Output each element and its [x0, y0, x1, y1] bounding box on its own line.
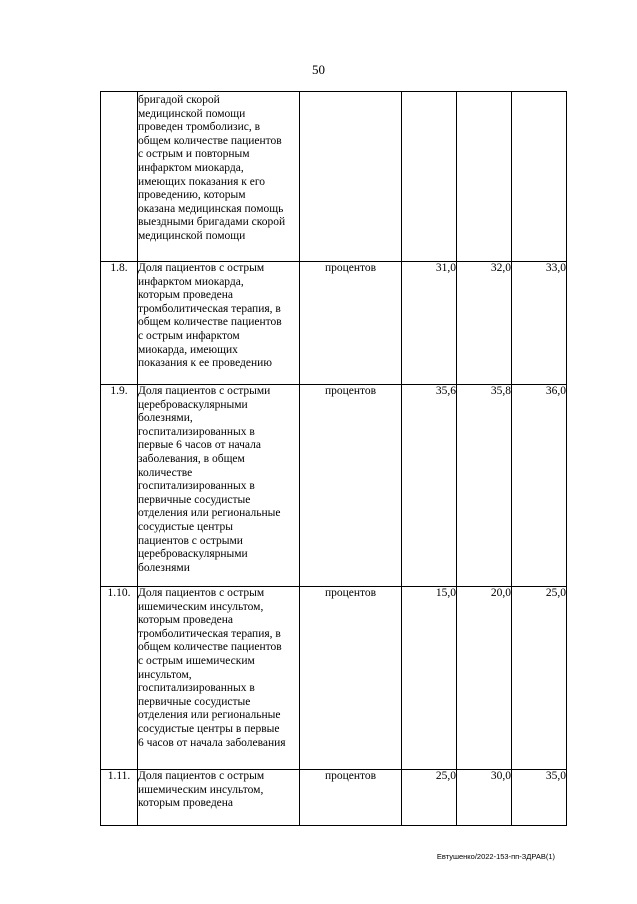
- value-cell-v1: 35,6: [402, 385, 457, 587]
- description-line: первые 6 часов от начала: [138, 439, 261, 452]
- description-line: первичные сосудистые: [138, 695, 251, 708]
- description-line: проведен тромболизис, в: [138, 121, 261, 134]
- value-cell-v2: 20,0: [457, 587, 512, 770]
- description-line: болезнями,: [138, 412, 193, 425]
- description-line: выездными бригадами скорой: [138, 216, 286, 229]
- description-line: госпитализированных в: [138, 480, 255, 493]
- value-cell-v2: [457, 92, 512, 262]
- description-line: Доля пациентов с острым: [138, 587, 265, 599]
- description-line: общем количестве пациентов: [138, 316, 282, 329]
- description-line: имеющих показания к его: [138, 175, 266, 188]
- description-line: бригадой скорой: [138, 94, 220, 106]
- description-line: ишемическим инсультом,: [138, 600, 264, 613]
- description-line: болезнями: [138, 561, 190, 574]
- document-code: Евтушенко/2022-153-пп-ЗДРАВ(1): [436, 852, 555, 861]
- description-line: оказана медицинская помощь: [138, 202, 284, 215]
- description-line: цереброваскулярными: [138, 398, 248, 411]
- row-number-cell: 1.11.: [101, 770, 138, 826]
- description-line: инфарктом миокарда,: [138, 161, 244, 174]
- indicator-description-cell: [138, 770, 300, 826]
- description-line: отделения или региональные: [138, 709, 281, 722]
- unit-cell: процентов: [300, 262, 402, 385]
- value-cell-v2: 30,0: [457, 770, 512, 826]
- description-line: сосудистые центры в первые: [138, 722, 280, 735]
- value-cell-v3: 36,0: [512, 385, 567, 587]
- description-line: количестве: [138, 466, 193, 479]
- description-line: Доля пациентов с острым: [138, 770, 265, 782]
- table-row: [101, 385, 567, 587]
- description-line: сосудистые центры: [138, 520, 234, 533]
- table-row: [101, 770, 567, 826]
- table-row: [101, 262, 567, 385]
- unit-cell: процентов: [300, 385, 402, 587]
- description-line: тромболитическая терапия, в: [138, 627, 281, 640]
- description-line: Доля пациентов с острым: [138, 262, 265, 274]
- value-cell-v3: 25,0: [512, 587, 567, 770]
- description-line: миокарда, имеющих: [138, 343, 238, 356]
- unit-cell: процентов: [300, 770, 402, 826]
- value-cell-v1: 25,0: [402, 770, 457, 826]
- table-row: [101, 587, 567, 770]
- description-line: медицинской помощи: [138, 107, 246, 120]
- value-cell-v3: 33,0: [512, 262, 567, 385]
- description-line: с острым ишемическим: [138, 654, 255, 667]
- description-line: показания к ее проведению: [138, 357, 272, 370]
- description-line: с острым и повторным: [138, 148, 250, 161]
- table-row: [101, 92, 567, 262]
- row-number-cell: 1.9.: [101, 385, 138, 587]
- description-line: первичные сосудистые: [138, 493, 251, 506]
- unit-cell: [300, 92, 402, 262]
- description-line: медицинской помощи: [138, 229, 246, 242]
- value-cell-v3: 35,0: [512, 770, 567, 826]
- table-body: [101, 92, 567, 826]
- indicator-description-cell: [138, 587, 300, 770]
- value-cell-v1: 31,0: [402, 262, 457, 385]
- indicator-description-cell: [138, 92, 300, 262]
- row-number-cell: [101, 92, 138, 262]
- value-cell-v1: 15,0: [402, 587, 457, 770]
- description-line: с острым инфарктом: [138, 329, 240, 342]
- description-line: общем количестве пациентов: [138, 641, 282, 654]
- description-line: заболевания, в общем: [138, 452, 245, 465]
- description-line: которым проведена: [138, 797, 234, 810]
- unit-cell: процентов: [300, 587, 402, 770]
- description-line: которым проведена: [138, 614, 234, 627]
- description-line: общем количестве пациентов: [138, 134, 282, 147]
- description-line: цереброваскулярными: [138, 548, 248, 561]
- description-line: госпитализированных в: [138, 425, 255, 438]
- value-cell-v2: 32,0: [457, 262, 512, 385]
- row-number-cell: 1.8.: [101, 262, 138, 385]
- description-line: инфарктом миокарда,: [138, 275, 244, 288]
- indicator-description-cell: [138, 262, 300, 385]
- value-cell-v1: [402, 92, 457, 262]
- description-line: ишемическим инсультом,: [138, 783, 264, 796]
- description-line: тромболитическая терапия, в: [138, 302, 281, 315]
- description-line: пациентов с острыми: [138, 534, 243, 547]
- value-cell-v2: 35,8: [457, 385, 512, 587]
- description-line: проведению, которым: [138, 189, 246, 202]
- description-line: Доля пациентов с острыми: [138, 385, 271, 397]
- description-line: отделения или региональные: [138, 507, 281, 520]
- indicators-table: [100, 91, 567, 826]
- description-line: 6 часов от начала заболевания: [138, 736, 286, 749]
- indicator-description-cell: [138, 385, 300, 587]
- row-number-cell: 1.10.: [101, 587, 138, 770]
- description-line: госпитализированных в: [138, 682, 255, 695]
- value-cell-v3: [512, 92, 567, 262]
- description-line: которым проведена: [138, 289, 234, 302]
- description-line: инсультом,: [138, 668, 192, 681]
- page-number: 50: [312, 62, 325, 77]
